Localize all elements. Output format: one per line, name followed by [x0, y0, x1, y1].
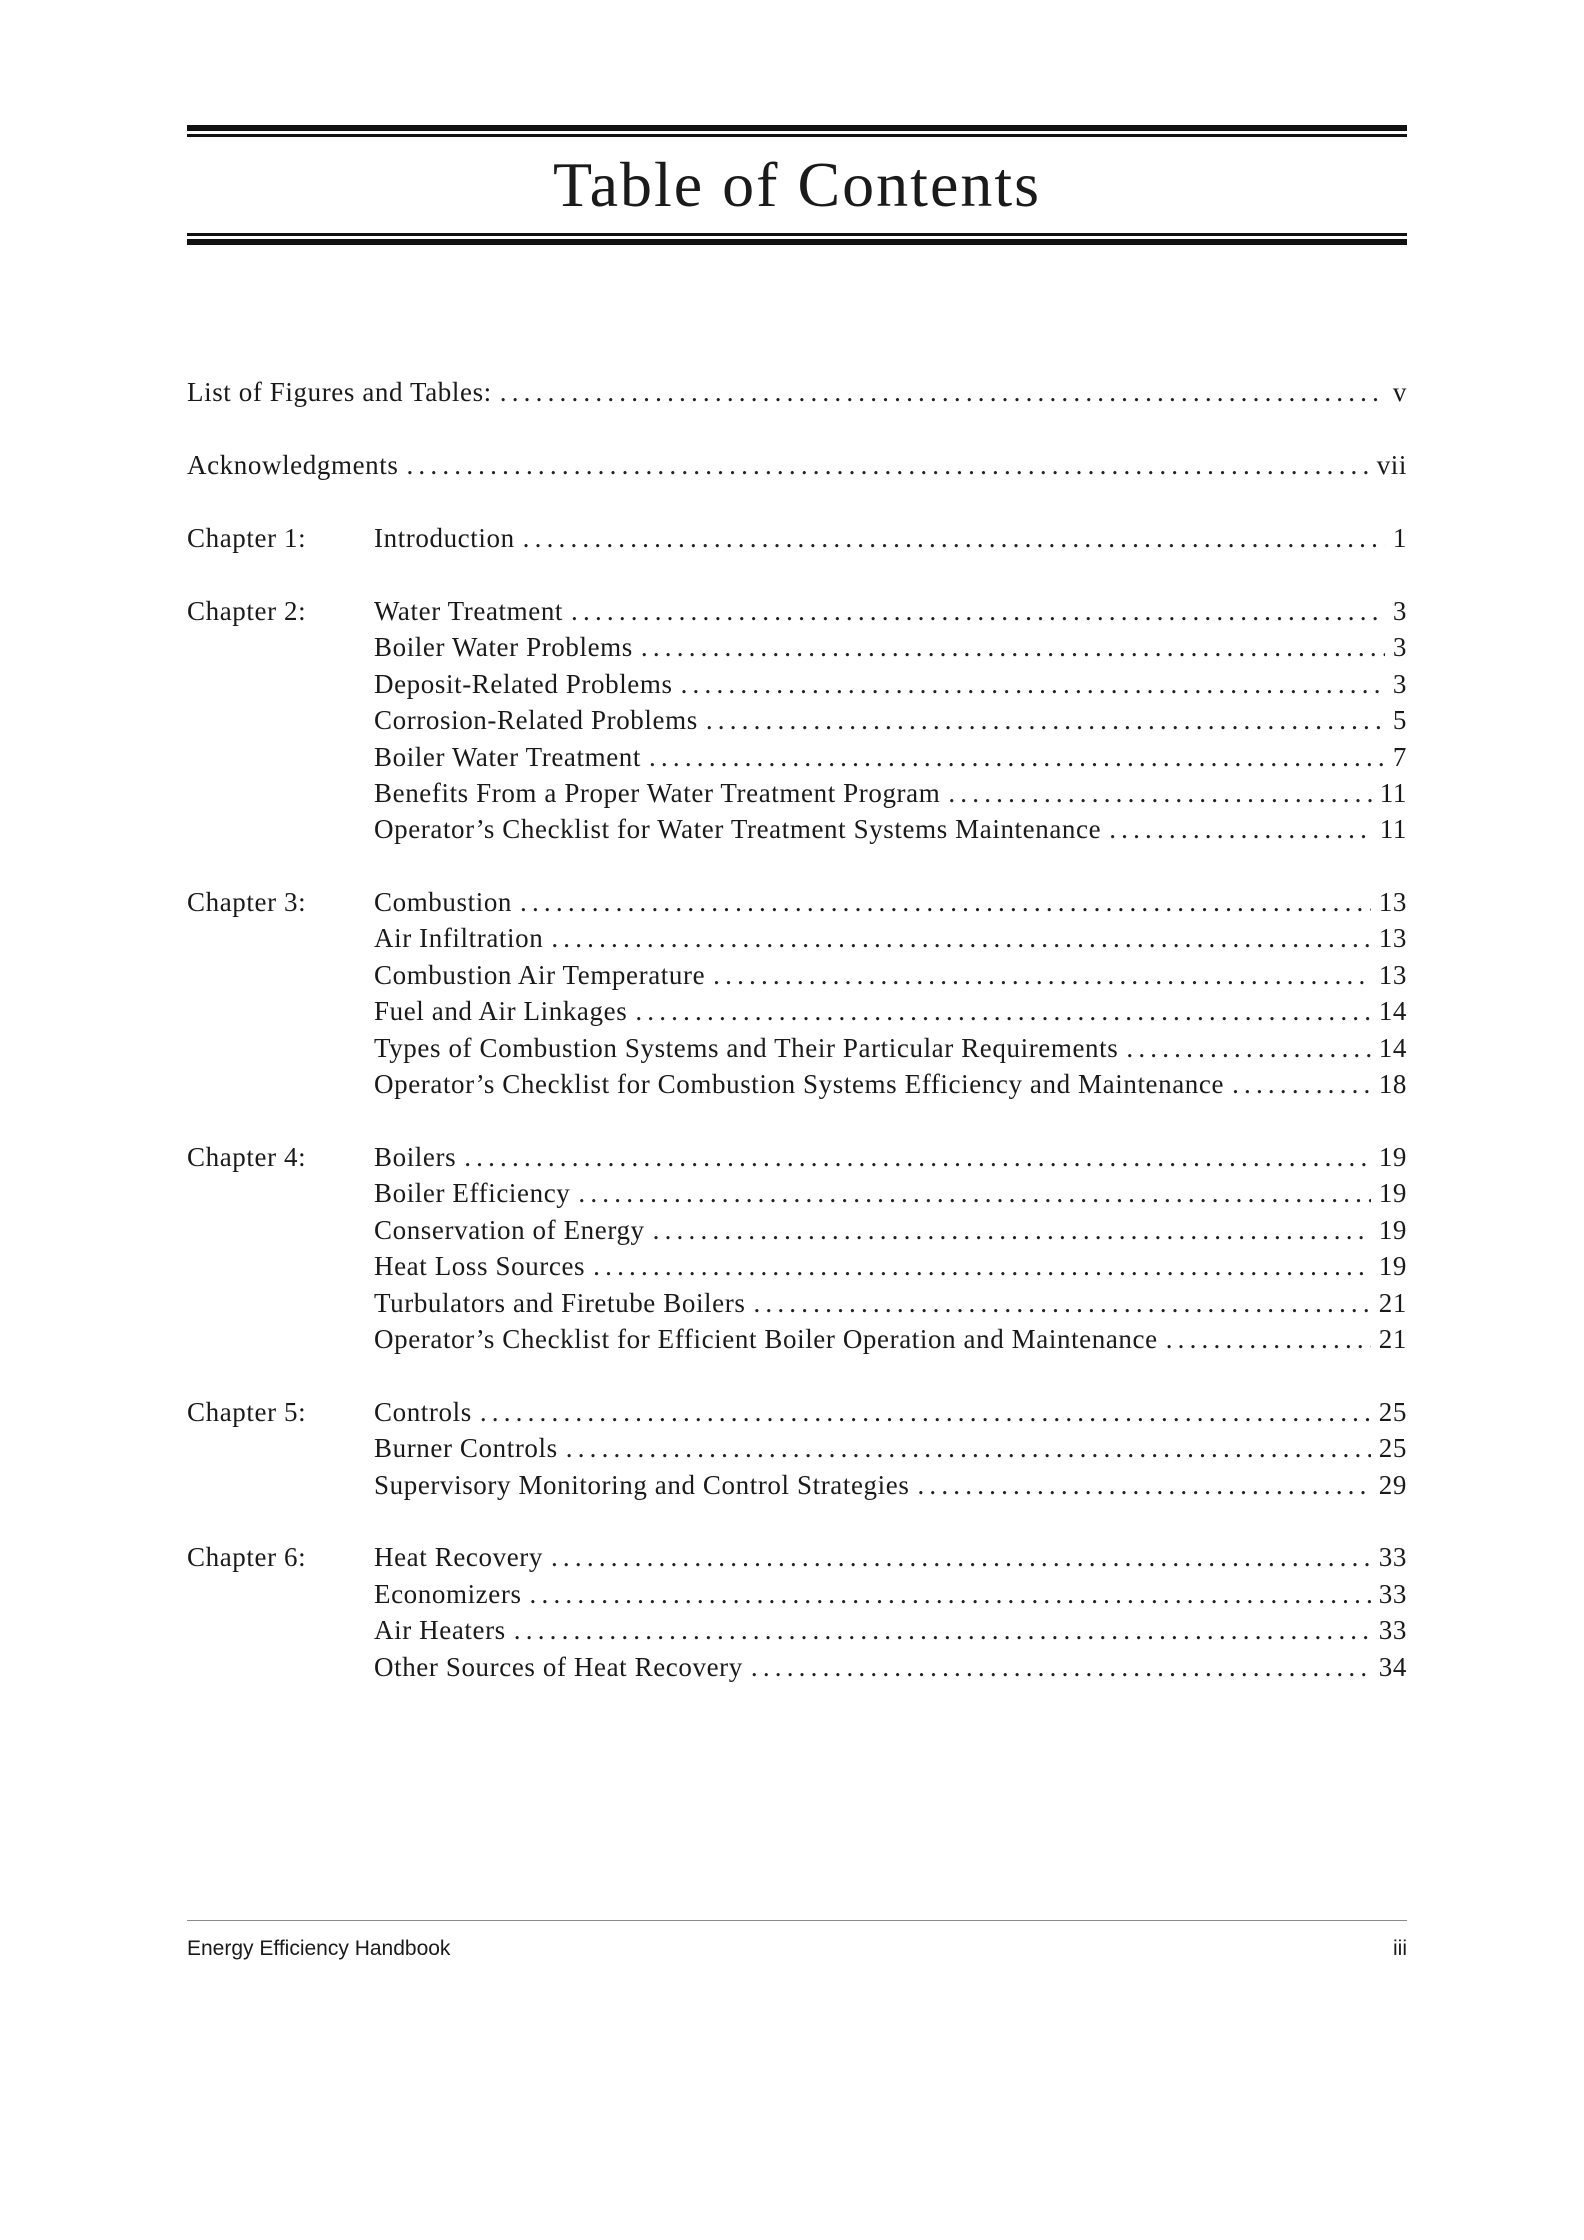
toc-entry-page: v	[1392, 377, 1407, 407]
dot-leader	[530, 1576, 1371, 1612]
toc-entry[interactable]	[374, 1212, 1407, 1248]
dot-leader	[578, 1175, 1370, 1211]
chapter-label: Chapter 2:	[187, 596, 307, 626]
dot-leader	[649, 739, 1385, 775]
toc-row	[187, 993, 1407, 1029]
dot-leader	[1232, 1066, 1371, 1102]
dot-leader	[571, 593, 1385, 629]
toc-row	[187, 739, 1407, 775]
toc-entry-title: Combustion	[374, 887, 513, 917]
toc-entry-title: Economizers	[374, 1579, 522, 1609]
toc-entry-title: Other Sources of Heat Recovery	[374, 1652, 743, 1682]
toc-entry[interactable]	[374, 593, 1407, 629]
toc-entry-page: 3	[1392, 596, 1407, 626]
toc-row-list-of-figures	[187, 374, 1407, 410]
dot-leader	[706, 702, 1385, 738]
toc-entry[interactable]	[187, 447, 1407, 483]
toc-entry-title: Boiler Water Treatment	[374, 742, 641, 772]
footer-page-number: iii	[1393, 1937, 1407, 1960]
toc-entry[interactable]	[374, 1248, 1407, 1284]
toc-row	[187, 920, 1407, 956]
footer-book-title: Energy Efficiency Handbook	[187, 1937, 451, 1960]
toc-entry-title: Corrosion-Related Problems	[374, 705, 698, 735]
dot-leader	[514, 1612, 1371, 1648]
toc-row	[187, 1030, 1407, 1066]
dot-leader	[1126, 1030, 1370, 1066]
toc-entry[interactable]	[374, 1612, 1407, 1648]
toc-row	[187, 775, 1407, 811]
toc-row	[187, 666, 1407, 702]
chapter-label: Chapter 3:	[187, 887, 307, 917]
toc-row	[187, 957, 1407, 993]
toc-entry[interactable]	[374, 520, 1407, 556]
toc-entry-title: Boiler Efficiency	[374, 1178, 571, 1208]
dot-leader	[464, 1139, 1371, 1175]
dot-leader	[751, 1649, 1371, 1685]
toc-entry[interactable]	[374, 1394, 1407, 1430]
toc-entry-title: Deposit-Related Problems	[374, 669, 673, 699]
toc-entry-title: Boilers	[374, 1142, 457, 1172]
toc-entry-title: Fuel and Air Linkages	[374, 996, 628, 1026]
toc-entry[interactable]	[374, 702, 1407, 738]
toc-entry[interactable]	[374, 920, 1407, 956]
toc-entry-title: Combustion Air Temperature	[374, 960, 706, 990]
toc-entry[interactable]	[374, 1649, 1407, 1685]
dot-leader	[593, 1248, 1371, 1284]
toc-entry-title: Operator’s Checklist for Water Treatment Systems Maintenance	[374, 814, 1102, 844]
toc-row	[187, 520, 1407, 556]
toc-entry-title: Heat Loss Sources	[374, 1251, 586, 1281]
page-footer	[187, 1934, 1407, 1964]
footer-rule	[187, 1920, 1407, 1921]
dot-leader	[653, 1212, 1371, 1248]
toc-entry-page: 33	[1378, 1579, 1407, 1609]
toc-entry-page: 25	[1378, 1433, 1407, 1463]
toc-row	[187, 1394, 1407, 1430]
dot-leader	[753, 1285, 1370, 1321]
toc-entry[interactable]	[374, 1139, 1407, 1175]
toc-entry[interactable]	[187, 374, 1407, 410]
toc-entry-title: List of Figures and Tables:	[187, 377, 492, 407]
dot-leader	[566, 1430, 1371, 1466]
toc-entry-title: Air Infiltration	[374, 923, 544, 953]
toc-entry-page: 33	[1378, 1615, 1407, 1645]
chapter-label: Chapter 5:	[187, 1397, 307, 1427]
toc-entry-page: 13	[1378, 923, 1407, 953]
toc-entry-page: 13	[1378, 960, 1407, 990]
toc-row	[187, 1248, 1407, 1284]
dot-leader	[523, 520, 1385, 556]
toc-entry[interactable]	[374, 884, 1407, 920]
chapter-label: Chapter 4:	[187, 1142, 307, 1172]
title-rule-bottom-thick	[187, 239, 1407, 245]
toc-entry-page: 13	[1378, 887, 1407, 917]
dot-leader	[551, 1539, 1371, 1575]
page-title: Table of Contents	[552, 149, 1042, 220]
toc-entry-title: Conservation of Energy	[374, 1215, 645, 1245]
toc-entry-page: 33	[1378, 1542, 1407, 1572]
toc-entry-title: Introduction	[374, 523, 515, 553]
toc-entry[interactable]	[374, 1430, 1407, 1466]
toc-entry-page: 21	[1378, 1324, 1407, 1354]
dot-leader	[551, 920, 1370, 956]
title-rule-top-thin	[187, 134, 1407, 137]
toc-entry-title: Operator’s Checklist for Efficient Boiler Operation and Maintenance	[374, 1324, 1158, 1354]
toc-entry-title: Operator’s Checklist for Combustion Systems Efficiency and Maintenance	[374, 1069, 1225, 1099]
toc-entry[interactable]	[374, 993, 1407, 1029]
toc-row	[187, 1612, 1407, 1648]
toc-row	[187, 1321, 1407, 1357]
dot-leader	[520, 884, 1371, 920]
toc-entry-title: Boiler Water Problems	[374, 632, 633, 662]
toc-row	[187, 1576, 1407, 1612]
dot-leader	[406, 447, 1368, 483]
dot-leader	[480, 1394, 1371, 1430]
dot-leader	[681, 666, 1385, 702]
toc-row	[187, 1066, 1407, 1102]
dot-leader	[917, 1467, 1370, 1503]
toc-entry-page: 19	[1378, 1251, 1407, 1281]
toc-entry[interactable]	[374, 775, 1407, 811]
toc-entry-title: Heat Recovery	[374, 1542, 543, 1572]
toc-row-acknowledgments	[187, 447, 1407, 483]
toc-entry-page: 29	[1378, 1470, 1407, 1500]
toc-row	[187, 1467, 1407, 1503]
dot-leader	[713, 957, 1371, 993]
toc-entry[interactable]	[374, 1066, 1407, 1102]
toc-row	[187, 1649, 1407, 1685]
dot-leader	[1109, 811, 1372, 847]
toc-entry-title: Benefits From a Proper Water Treatment Program	[374, 778, 941, 808]
toc-entry[interactable]	[374, 957, 1407, 993]
toc-row	[187, 811, 1407, 847]
title-rule-bottom-thin	[187, 233, 1407, 236]
toc-row	[187, 702, 1407, 738]
toc-entry-page: 11	[1379, 814, 1407, 844]
toc-row	[187, 1285, 1407, 1321]
toc-entry-title: Water Treatment	[374, 596, 564, 626]
toc-row	[187, 1430, 1407, 1466]
toc-entry-title: Supervisory Monitoring and Control Strategies	[374, 1470, 910, 1500]
dot-leader	[948, 775, 1371, 811]
toc-row	[187, 884, 1407, 920]
toc-entry[interactable]	[374, 1539, 1407, 1575]
toc-entry-page: 18	[1378, 1069, 1407, 1099]
dot-leader	[1166, 1321, 1371, 1357]
chapter-label: Chapter 1:	[187, 523, 307, 553]
toc-entry-page: 21	[1378, 1288, 1407, 1318]
toc-entry-title: Burner Controls	[374, 1433, 558, 1463]
toc-entry[interactable]	[374, 1285, 1407, 1321]
toc-entry-title: Acknowledgments	[187, 450, 399, 480]
toc-entry[interactable]	[374, 666, 1407, 702]
toc-entry[interactable]	[374, 1576, 1407, 1612]
toc-entry-title: Turbulators and Firetube Boilers	[374, 1288, 746, 1318]
toc-entry-page: 3	[1392, 669, 1407, 699]
toc-entry-title: Types of Combustion Systems and Their Particular Requirements	[374, 1033, 1119, 1063]
toc-entry-page: 11	[1379, 778, 1407, 808]
toc-entry[interactable]	[374, 811, 1407, 847]
dot-leader	[635, 993, 1370, 1029]
toc-row	[187, 1139, 1407, 1175]
toc-row	[187, 1175, 1407, 1211]
toc-entry-page: 14	[1378, 1033, 1407, 1063]
chapter-label: Chapter 6:	[187, 1542, 307, 1572]
toc-entry[interactable]	[374, 1321, 1407, 1357]
toc-entry[interactable]	[374, 629, 1407, 665]
toc-row	[187, 1539, 1407, 1575]
toc-entry[interactable]	[374, 1175, 1407, 1211]
toc-entry-page: 19	[1378, 1215, 1407, 1245]
toc-row	[187, 593, 1407, 629]
toc-entry-title: Controls	[374, 1397, 472, 1427]
toc-entry-page: 34	[1378, 1652, 1407, 1682]
toc-entry-page: 7	[1392, 742, 1407, 772]
toc-entry-page: 19	[1378, 1178, 1407, 1208]
toc-row	[187, 1212, 1407, 1248]
dot-leader	[500, 374, 1385, 410]
toc-entry-page: 25	[1378, 1397, 1407, 1427]
toc-entry-page: vii	[1376, 450, 1407, 480]
toc-entry-page: 14	[1378, 996, 1407, 1026]
toc-entry-page: 19	[1378, 1142, 1407, 1172]
title-rule-top-thick	[187, 125, 1407, 131]
toc-entry-page: 1	[1392, 523, 1407, 553]
dot-leader	[641, 629, 1385, 665]
toc-row	[187, 629, 1407, 665]
toc-entry[interactable]	[374, 739, 1407, 775]
toc-entry[interactable]	[374, 1467, 1407, 1503]
toc-entry-title: Air Heaters	[374, 1615, 506, 1645]
toc-entry-page: 5	[1392, 705, 1407, 735]
toc-entry-page: 3	[1392, 632, 1407, 662]
toc-entry[interactable]	[374, 1030, 1407, 1066]
